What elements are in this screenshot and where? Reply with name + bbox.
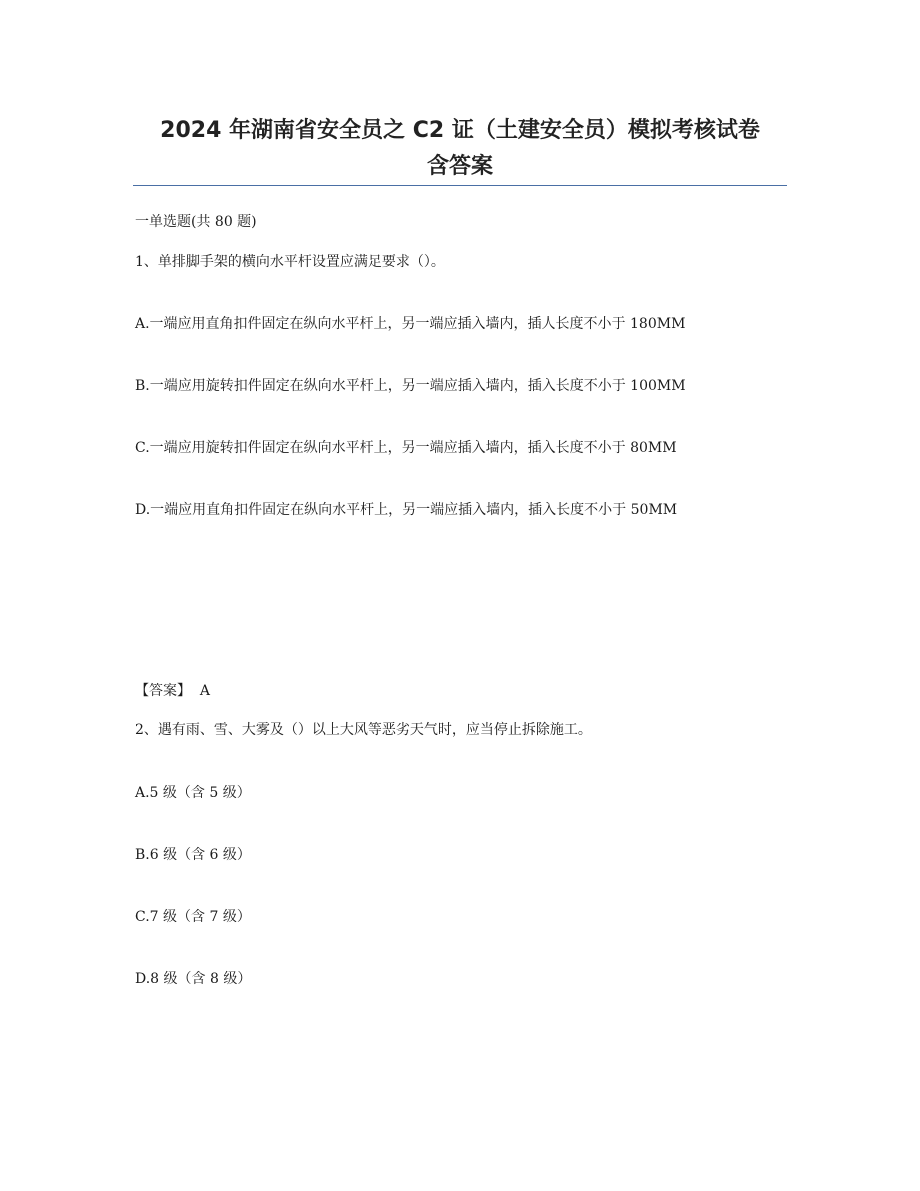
question-2-stem: 2、遇有雨、雪、大雾及（）以上大风等恶劣天气时，应当停止拆除施工。 <box>135 722 592 738</box>
document-title-line-2: 含答案 <box>426 154 493 179</box>
section-heading: 一单选题(共 80 题) <box>135 214 257 230</box>
question-2-option-d: D.8 级（含 8 级） <box>135 971 252 987</box>
question-2-option-a: A.5 级（含 5 级） <box>135 785 251 801</box>
title-divider <box>133 185 787 186</box>
question-1-option-d: D.一端应用直角扣件固定在纵向水平杆上，另一端应插入墙内，插入长度不小于 50MM <box>135 502 678 518</box>
question-1-option-a: A.一端应用直角扣件固定在纵向水平杆上，另一端应插入墙内，插人长度不小于 180MM <box>135 316 686 332</box>
question-1-stem: 1、单排脚手架的横向水平杆设置应满足要求（）。 <box>135 254 445 270</box>
document-title-line-1: 2024 年湖南省安全员之 C2 证（土建安全员）模拟考核试卷 <box>160 118 760 143</box>
question-2-option-b: B.6 级（含 6 级） <box>135 847 251 863</box>
question-2-option-c: C.7 级（含 7 级） <box>135 909 251 925</box>
question-1-option-c: C.一端应用旋转扣件固定在纵向水平杆上，另一端应插入墙内，插入长度不小于 80MM <box>135 440 677 456</box>
question-1-answer: 【答案】 A <box>135 683 211 699</box>
question-1-option-b: B.一端应用旋转扣件固定在纵向水平杆上，另一端应插入墙内，插入长度不小于 100MM <box>135 378 686 394</box>
